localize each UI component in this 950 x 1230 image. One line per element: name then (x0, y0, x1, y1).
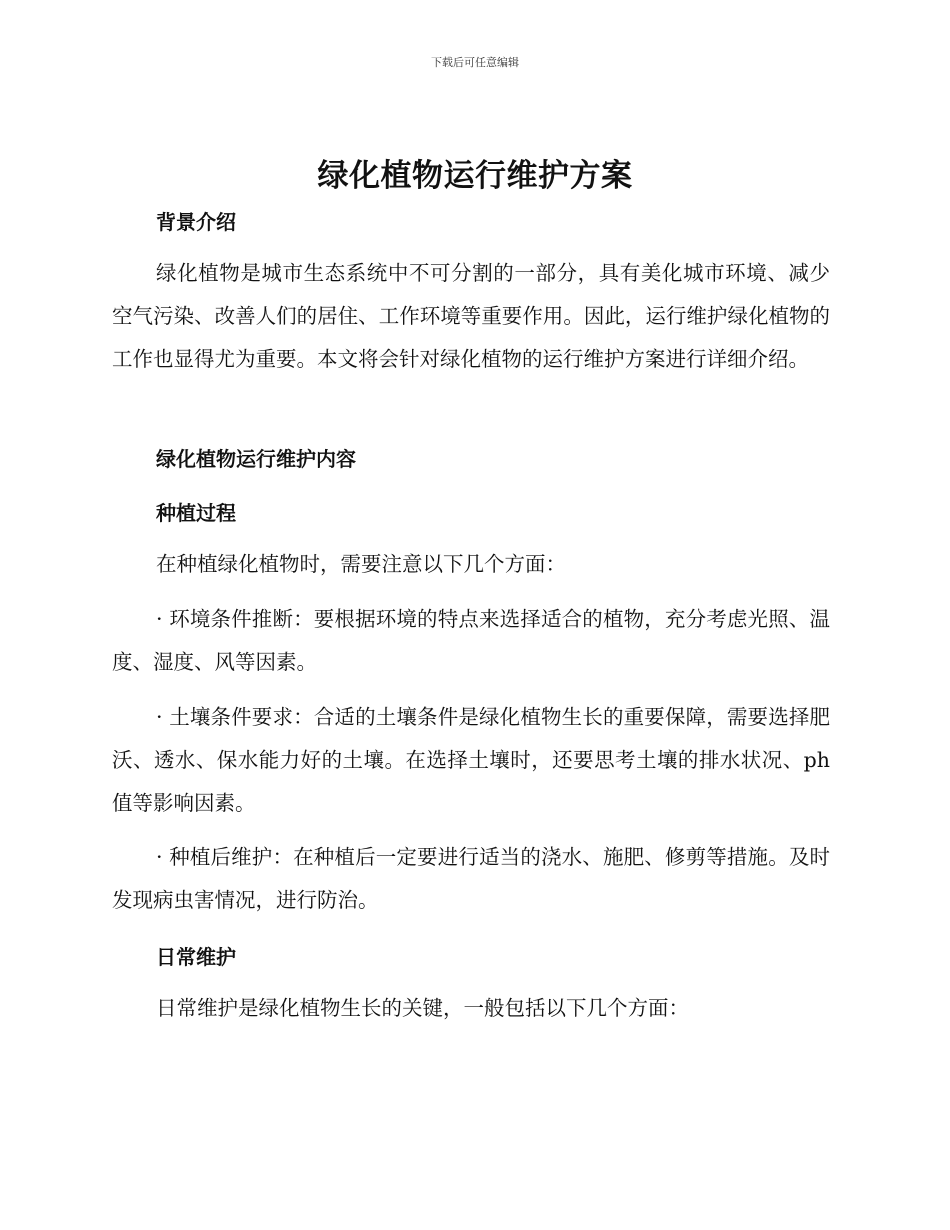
document-title: 绿化植物运行维护方案 (317, 158, 633, 194)
paragraph-background: 绿化植物是城市生态系统中不可分割的一部分，具有美化城市环境、减少空气污染、改善人们的居住、工作环境等重要作用。因此，运行维护绿化植物的工作也显得尤为重要。本文将会针对绿化植物的运行维护方案进行详细介绍。 (112, 261, 830, 371)
section-heading-planting: 种植过程 (156, 501, 236, 525)
paragraph-daily-intro: 日常维护是绿化植物生长的关键，一般包括以下几个方面： (156, 996, 689, 1020)
paragraph-planting-intro: 在种植绿化植物时，需要注意以下几个方面： (156, 552, 566, 576)
list-item-soil: · 土壤条件要求：合适的土壤条件是绿化植物生长的重要保障，需要选择肥沃、透水、保水能力好的土壤。在选择土壤时，还要思考土壤的排水状况、ph 值等影响因素。 (112, 705, 830, 815)
section-heading-daily: 日常维护 (156, 945, 236, 969)
list-item-environment: · 环境条件推断：要根据环境的特点来选择适合的植物，充分考虑光照、温度、湿度、风等因素。 (112, 607, 830, 674)
section-heading-background: 背景介绍 (156, 210, 236, 234)
header-note: 下载后可任意编辑 (431, 56, 519, 69)
list-item-post-planting: · 种植后维护：在种植后一定要进行适当的浇水、施肥、修剪等措施。及时发现病虫害情况，进行防治。 (112, 845, 830, 912)
section-heading-maintenance-content: 绿化植物运行维护内容 (156, 447, 356, 471)
